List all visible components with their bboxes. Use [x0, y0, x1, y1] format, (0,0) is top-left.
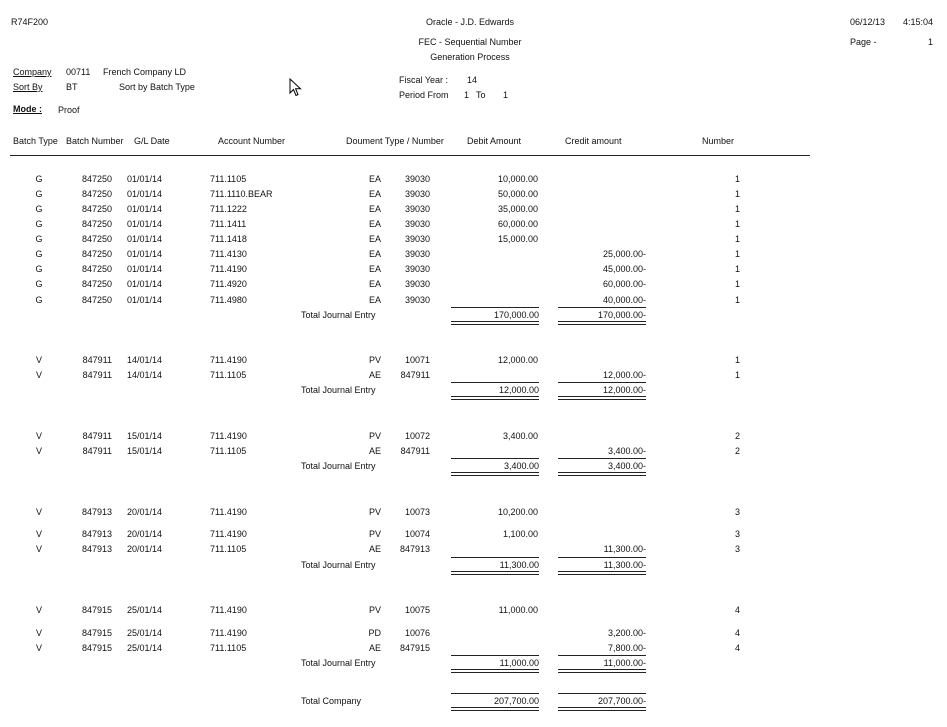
document-type-cell: PV	[368, 355, 381, 365]
fiscal-year-value: 14	[467, 75, 478, 85]
gl-date-cell: 15/01/14	[127, 446, 163, 456]
number-cell: 4	[734, 643, 740, 653]
debit-amount-cell: 35,000.00	[497, 204, 538, 214]
number-cell: 1	[734, 189, 740, 199]
document-number-cell: 847911	[400, 446, 430, 456]
batch-type-cell: V	[35, 643, 42, 653]
debit-amount-cell: 60,000.00	[497, 219, 538, 229]
credit-amount-cell: 40,000.00-	[602, 295, 646, 305]
account-number-cell: 711.4190	[210, 431, 247, 441]
col-batch-type: Batch Type	[13, 136, 58, 146]
batch-number-cell: 847250	[81, 264, 112, 274]
credit-amount-cell: 25,000.00-	[602, 249, 646, 259]
company-label: Company	[13, 67, 52, 77]
document-number-cell: 39030	[404, 204, 430, 214]
document-type-cell: PV	[368, 529, 381, 539]
document-type-cell: AE	[368, 544, 381, 554]
company-code: 00711	[66, 67, 91, 77]
total-debit: 11,300.00	[451, 560, 539, 571]
report-time: 4:15:04	[903, 17, 934, 27]
account-number-cell: 711.4190	[210, 529, 247, 539]
batch-number-cell: 847250	[81, 204, 112, 214]
gl-date-cell: 01/01/14	[127, 295, 163, 305]
debit-amount-cell: 3,400.00	[502, 431, 538, 441]
debit-amount-cell: 15,000.00	[497, 234, 538, 244]
batch-number-cell: 847911	[82, 431, 112, 441]
report-date: 06/12/13	[850, 17, 886, 27]
period-from: 1	[464, 90, 470, 100]
batch-number-cell: 847911	[82, 446, 112, 456]
gl-date-cell: 25/01/14	[127, 628, 163, 638]
document-type-cell: EA	[368, 204, 381, 214]
credit-amount-cell: 3,400.00-	[607, 446, 646, 456]
page-label: Page -	[850, 37, 877, 47]
document-number-cell: 10072	[404, 431, 430, 441]
number-cell: 4	[734, 605, 740, 615]
account-number-cell: 711.1411	[210, 219, 247, 229]
batch-type-cell: G	[35, 189, 43, 199]
batch-type-cell: G	[35, 204, 43, 214]
number-cell: 2	[734, 446, 740, 456]
number-cell: 1	[734, 264, 740, 274]
report-id: R74F200	[11, 17, 49, 27]
document-number-cell: 10074	[404, 529, 430, 539]
document-type-cell: EA	[368, 234, 381, 244]
credit-amount-cell: 12,000.00-	[602, 370, 646, 380]
batch-type-cell: V	[35, 507, 42, 517]
debit-amount-cell: 1,100.00	[502, 529, 538, 539]
sortby-label: Sort By	[13, 82, 43, 92]
report-subtitle: Generation Process	[430, 52, 510, 62]
total-label: Total Company	[301, 696, 362, 706]
batch-number-cell: 847913	[81, 507, 112, 517]
col-document-type: Doument Type / Number	[346, 136, 444, 146]
batch-number-cell: 847915	[81, 628, 112, 638]
number-cell: 1	[734, 355, 740, 365]
period-to-label: To	[476, 90, 486, 100]
gl-date-cell: 20/01/14	[127, 544, 163, 554]
total-debit: 170,000.00	[451, 310, 539, 321]
total-credit: 207,700.00-	[558, 696, 646, 707]
document-number-cell: 10073	[404, 507, 430, 517]
document-type-cell: EA	[368, 189, 381, 199]
document-number-cell: 847915	[399, 643, 430, 653]
document-type-cell: AE	[368, 643, 381, 653]
batch-type-cell: G	[35, 264, 43, 274]
total-label: Total Journal Entry	[301, 461, 376, 471]
sortby-code: BT	[66, 82, 78, 92]
gl-date-cell: 01/01/14	[127, 264, 163, 274]
total-credit: 12,000.00-	[558, 385, 646, 396]
credit-amount-cell: 11,300.00-	[603, 544, 646, 554]
account-number-cell: 711.4190	[210, 507, 247, 517]
number-cell: 4	[734, 628, 740, 638]
gl-date-cell: 01/01/14	[127, 219, 163, 229]
batch-number-cell: 847250	[81, 234, 112, 244]
account-number-cell: 711.4130	[210, 249, 247, 259]
account-number-cell: 711.1222	[210, 204, 247, 214]
document-number-cell: 10076	[404, 628, 430, 638]
gl-date-cell: 20/01/14	[127, 529, 163, 539]
debit-amount-cell: 12,000.00	[497, 355, 538, 365]
page-number: 1	[928, 37, 934, 47]
debit-amount-cell: 50,000.00	[497, 189, 538, 199]
document-number-cell: 39030	[404, 264, 430, 274]
batch-number-cell: 847250	[81, 219, 112, 229]
gl-date-cell: 01/01/14	[127, 189, 163, 199]
gl-date-cell: 14/01/14	[127, 355, 163, 365]
document-number-cell: 39030	[404, 295, 430, 305]
total-label: Total Journal Entry	[301, 658, 376, 668]
document-type-cell: EA	[368, 264, 381, 274]
batch-number-cell: 847913	[81, 544, 112, 554]
number-cell: 3	[734, 544, 740, 554]
document-number-cell: 847911	[400, 370, 430, 380]
document-type-cell: EA	[368, 174, 381, 184]
number-cell: 1	[734, 295, 740, 305]
document-type-cell: PV	[368, 605, 381, 615]
batch-number-cell: 847911	[82, 370, 112, 380]
batch-number-cell: 847250	[81, 279, 112, 289]
credit-amount-cell: 3,200.00-	[607, 628, 646, 638]
batch-type-cell: V	[35, 370, 42, 380]
col-number: Number	[702, 136, 735, 146]
debit-amount-cell: 10,200.00	[497, 507, 538, 517]
total-credit: 11,000.00-	[558, 658, 646, 669]
document-type-cell: PV	[368, 431, 381, 441]
document-type-cell: PD	[368, 628, 381, 638]
gl-date-cell: 01/01/14	[127, 279, 163, 289]
document-number-cell: 39030	[404, 249, 430, 259]
number-cell: 3	[734, 507, 740, 517]
gl-date-cell: 01/01/14	[127, 204, 163, 214]
document-number-cell: 39030	[404, 189, 430, 199]
account-number-cell: 711.4190	[210, 605, 247, 615]
batch-type-cell: G	[35, 249, 43, 259]
number-cell: 1	[734, 249, 740, 259]
account-number-cell: 711.1418	[210, 234, 247, 244]
col-batch-number: Batch Number	[66, 136, 124, 146]
batch-type-cell: V	[35, 446, 42, 456]
batch-type-cell: G	[35, 234, 43, 244]
total-debit: 3,400.00	[451, 461, 539, 472]
gl-date-cell: 20/01/14	[127, 507, 163, 517]
number-cell: 1	[734, 174, 740, 184]
report-title: FEC - Sequential Number	[418, 37, 522, 47]
total-credit: 170,000.00-	[558, 310, 646, 321]
total-debit: 11,000.00	[451, 658, 539, 669]
account-number-cell: 711.1105	[210, 370, 247, 380]
document-type-cell: EA	[368, 295, 381, 305]
document-number-cell: 39030	[404, 279, 430, 289]
credit-amount-cell: 45,000.00-	[602, 264, 646, 274]
batch-number-cell: 847913	[81, 529, 112, 539]
document-type-cell: AE	[368, 370, 381, 380]
document-type-cell: EA	[368, 249, 381, 259]
batch-type-cell: V	[35, 529, 42, 539]
mode-label: Mode :	[13, 104, 42, 114]
batch-type-cell: V	[35, 431, 42, 441]
credit-amount-cell: 60,000.00-	[602, 279, 646, 289]
document-number-cell: 10075	[404, 605, 430, 615]
gl-date-cell: 01/01/14	[127, 174, 163, 184]
total-credit: 3,400.00-	[558, 461, 646, 472]
number-cell: 1	[734, 234, 740, 244]
mode-value: Proof	[58, 105, 80, 115]
account-number-cell: 711.1110.BEAR	[210, 189, 273, 199]
mouse-cursor-icon	[289, 78, 303, 98]
batch-number-cell: 847915	[81, 643, 112, 653]
batch-type-cell: G	[35, 279, 43, 289]
batch-number-cell: 847250	[81, 189, 112, 199]
document-number-cell: 39030	[404, 219, 430, 229]
total-debit: 207,700.00	[451, 696, 539, 707]
total-debit: 12,000.00	[451, 385, 539, 396]
document-type-cell: EA	[368, 279, 381, 289]
batch-type-cell: V	[35, 628, 42, 638]
company-value: French Company LD	[103, 67, 187, 77]
period-from-label: Period From	[399, 90, 449, 100]
account-number-cell: 711.4980	[210, 295, 247, 305]
document-number-cell: 39030	[404, 174, 430, 184]
account-number-cell: 711.1105	[210, 544, 247, 554]
col-account-number: Account Number	[218, 136, 286, 146]
account-number-cell: 711.4190	[210, 355, 247, 365]
debit-amount-cell: 11,000.00	[498, 605, 538, 615]
total-label: Total Journal Entry	[301, 385, 376, 395]
batch-number-cell: 847250	[81, 249, 112, 259]
account-number-cell: 711.1105	[210, 174, 247, 184]
credit-amount-cell: 7,800.00-	[607, 643, 646, 653]
number-cell: 1	[734, 279, 740, 289]
batch-type-cell: V	[35, 544, 42, 554]
gl-date-cell: 01/01/14	[127, 234, 163, 244]
account-number-cell: 711.4920	[210, 279, 247, 289]
fiscal-year-label: Fiscal Year :	[399, 75, 449, 85]
document-number-cell: 39030	[404, 234, 430, 244]
number-cell: 2	[734, 431, 740, 441]
batch-type-cell: V	[35, 605, 42, 615]
gl-date-cell: 25/01/14	[127, 605, 163, 615]
number-cell: 1	[734, 370, 740, 380]
document-type-cell: EA	[368, 219, 381, 229]
batch-number-cell: 847250	[81, 174, 112, 184]
period-to: 1	[503, 90, 509, 100]
gl-date-cell: 25/01/14	[127, 643, 163, 653]
batch-number-cell: 847911	[82, 355, 112, 365]
gl-date-cell: 14/01/14	[127, 370, 163, 380]
col-credit-amount: Credit amount	[565, 136, 622, 146]
batch-type-cell: G	[35, 174, 43, 184]
total-label: Total Journal Entry	[301, 310, 376, 320]
number-cell: 3	[734, 529, 740, 539]
number-cell: 1	[734, 204, 740, 214]
document-type-cell: AE	[368, 446, 381, 456]
total-credit: 11,300.00-	[558, 560, 646, 571]
header-divider	[10, 155, 810, 156]
total-label: Total Journal Entry	[301, 560, 376, 570]
gl-date-cell: 15/01/14	[127, 431, 163, 441]
number-cell: 1	[734, 219, 740, 229]
gl-date-cell: 01/01/14	[127, 249, 163, 259]
batch-type-cell: G	[35, 295, 43, 305]
document-number-cell: 847913	[399, 544, 430, 554]
col-gl-date: G/L Date	[134, 136, 170, 146]
account-number-cell: 711.4190	[210, 628, 247, 638]
sortby-value: Sort by Batch Type	[119, 82, 195, 92]
account-number-cell: 711.1105	[210, 446, 247, 456]
batch-number-cell: 847250	[81, 295, 112, 305]
batch-type-cell: V	[35, 355, 42, 365]
col-debit-amount: Debit Amount	[467, 136, 522, 146]
batch-type-cell: G	[35, 219, 43, 229]
document-type-cell: PV	[368, 507, 381, 517]
batch-number-cell: 847915	[81, 605, 112, 615]
company-header: Oracle - J.D. Edwards	[425, 17, 515, 27]
debit-amount-cell: 10,000.00	[497, 174, 538, 184]
account-number-cell: 711.4190	[210, 264, 247, 274]
document-number-cell: 10071	[404, 355, 430, 365]
account-number-cell: 711.1105	[210, 643, 247, 653]
